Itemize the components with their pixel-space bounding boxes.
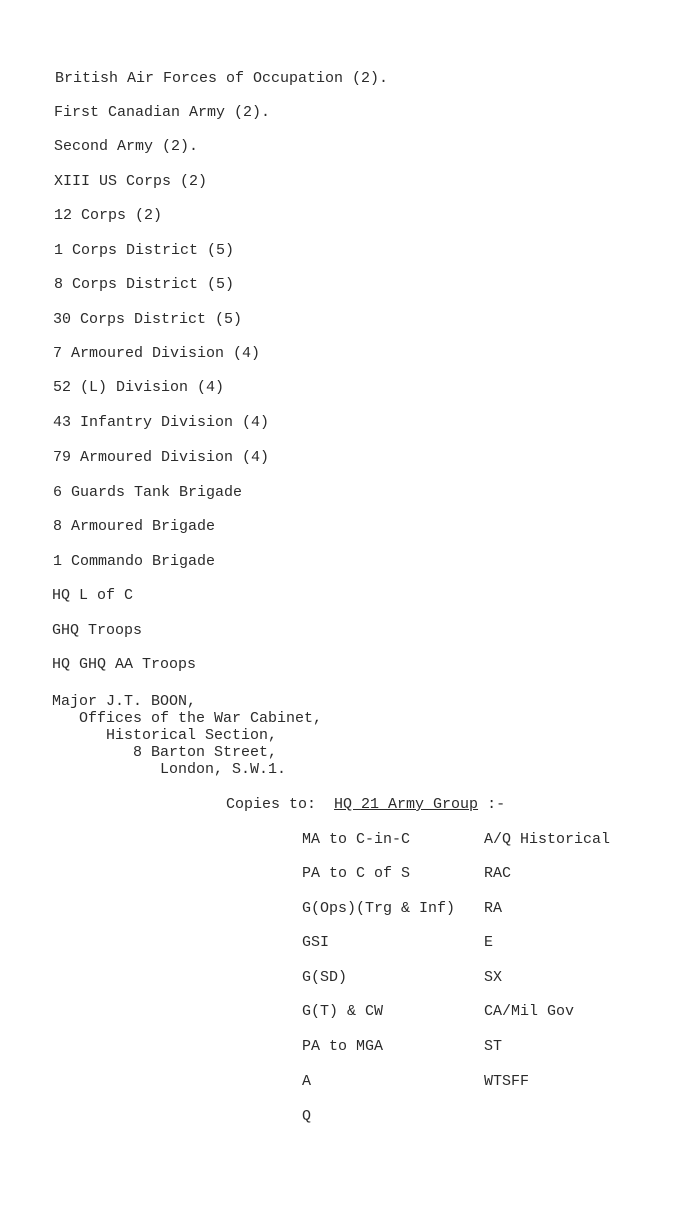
distribution-item: 30 Corps District (5) <box>53 311 243 328</box>
copies-right-item: ST <box>484 1038 503 1055</box>
distribution-item: 12 Corps (2) <box>54 207 163 224</box>
address-line: London, S.W.1. <box>52 761 287 778</box>
distribution-item: 52 (L) Division (4) <box>53 379 225 396</box>
copies-left-item: Q <box>302 1108 312 1125</box>
distribution-item: 6 Guards Tank Brigade <box>53 484 243 501</box>
copies-right-item: RAC <box>484 865 512 882</box>
distribution-item: 79 Armoured Division (4) <box>53 449 270 466</box>
distribution-item: GHQ Troops <box>52 622 143 639</box>
distribution-item: 8 Armoured Brigade <box>53 518 216 535</box>
copies-label: Copies to: <box>226 796 317 813</box>
distribution-item: HQ GHQ AA Troops <box>52 656 197 673</box>
copies-to-heading <box>226 796 505 813</box>
distribution-item: 1 Commando Brigade <box>53 553 216 570</box>
copies-recipient: HQ 21 Army Group <box>334 796 479 813</box>
copies-suffix: :- <box>487 796 506 813</box>
copies-left-item: A <box>302 1073 312 1090</box>
address-line: Major J.T. BOON, <box>52 693 197 710</box>
distribution-item: 7 Armoured Division (4) <box>53 345 261 362</box>
distribution-item: First Canadian Army (2). <box>54 104 271 121</box>
copies-right-item: CA/Mil Gov <box>484 1003 575 1020</box>
copies-left-item: MA to C-in-C <box>302 831 411 848</box>
distribution-item: Second Army (2). <box>54 138 199 155</box>
distribution-item: HQ L of C <box>52 587 134 604</box>
distribution-item: 1 Corps District (5) <box>54 242 235 259</box>
copies-left-item: G(T) & CW <box>302 1003 384 1020</box>
distribution-item: British Air Forces of Occupation (2). <box>55 70 389 87</box>
copies-right-item: E <box>484 934 494 951</box>
copies-left-item: PA to C of S <box>302 865 411 882</box>
copies-left-item: G(Ops)(Trg & Inf) <box>302 900 456 917</box>
distribution-item: XIII US Corps (2) <box>54 173 208 190</box>
copies-left-item: PA to MGA <box>302 1038 384 1055</box>
copies-right-item: WTSFF <box>484 1073 530 1090</box>
copies-right-item: A/Q Historical <box>484 831 611 848</box>
distribution-item: 43 Infantry Division (4) <box>53 414 270 431</box>
distribution-item: 8 Corps District (5) <box>54 276 235 293</box>
address-line: Offices of the War Cabinet, <box>52 710 323 727</box>
copies-right-item: RA <box>484 900 503 917</box>
address-line: 8 Barton Street, <box>52 744 278 761</box>
copies-left-item: G(SD) <box>302 969 348 986</box>
address-line: Historical Section, <box>52 727 278 744</box>
copies-right-item: SX <box>484 969 503 986</box>
copies-left-item: GSI <box>302 934 330 951</box>
address-block <box>52 693 322 778</box>
